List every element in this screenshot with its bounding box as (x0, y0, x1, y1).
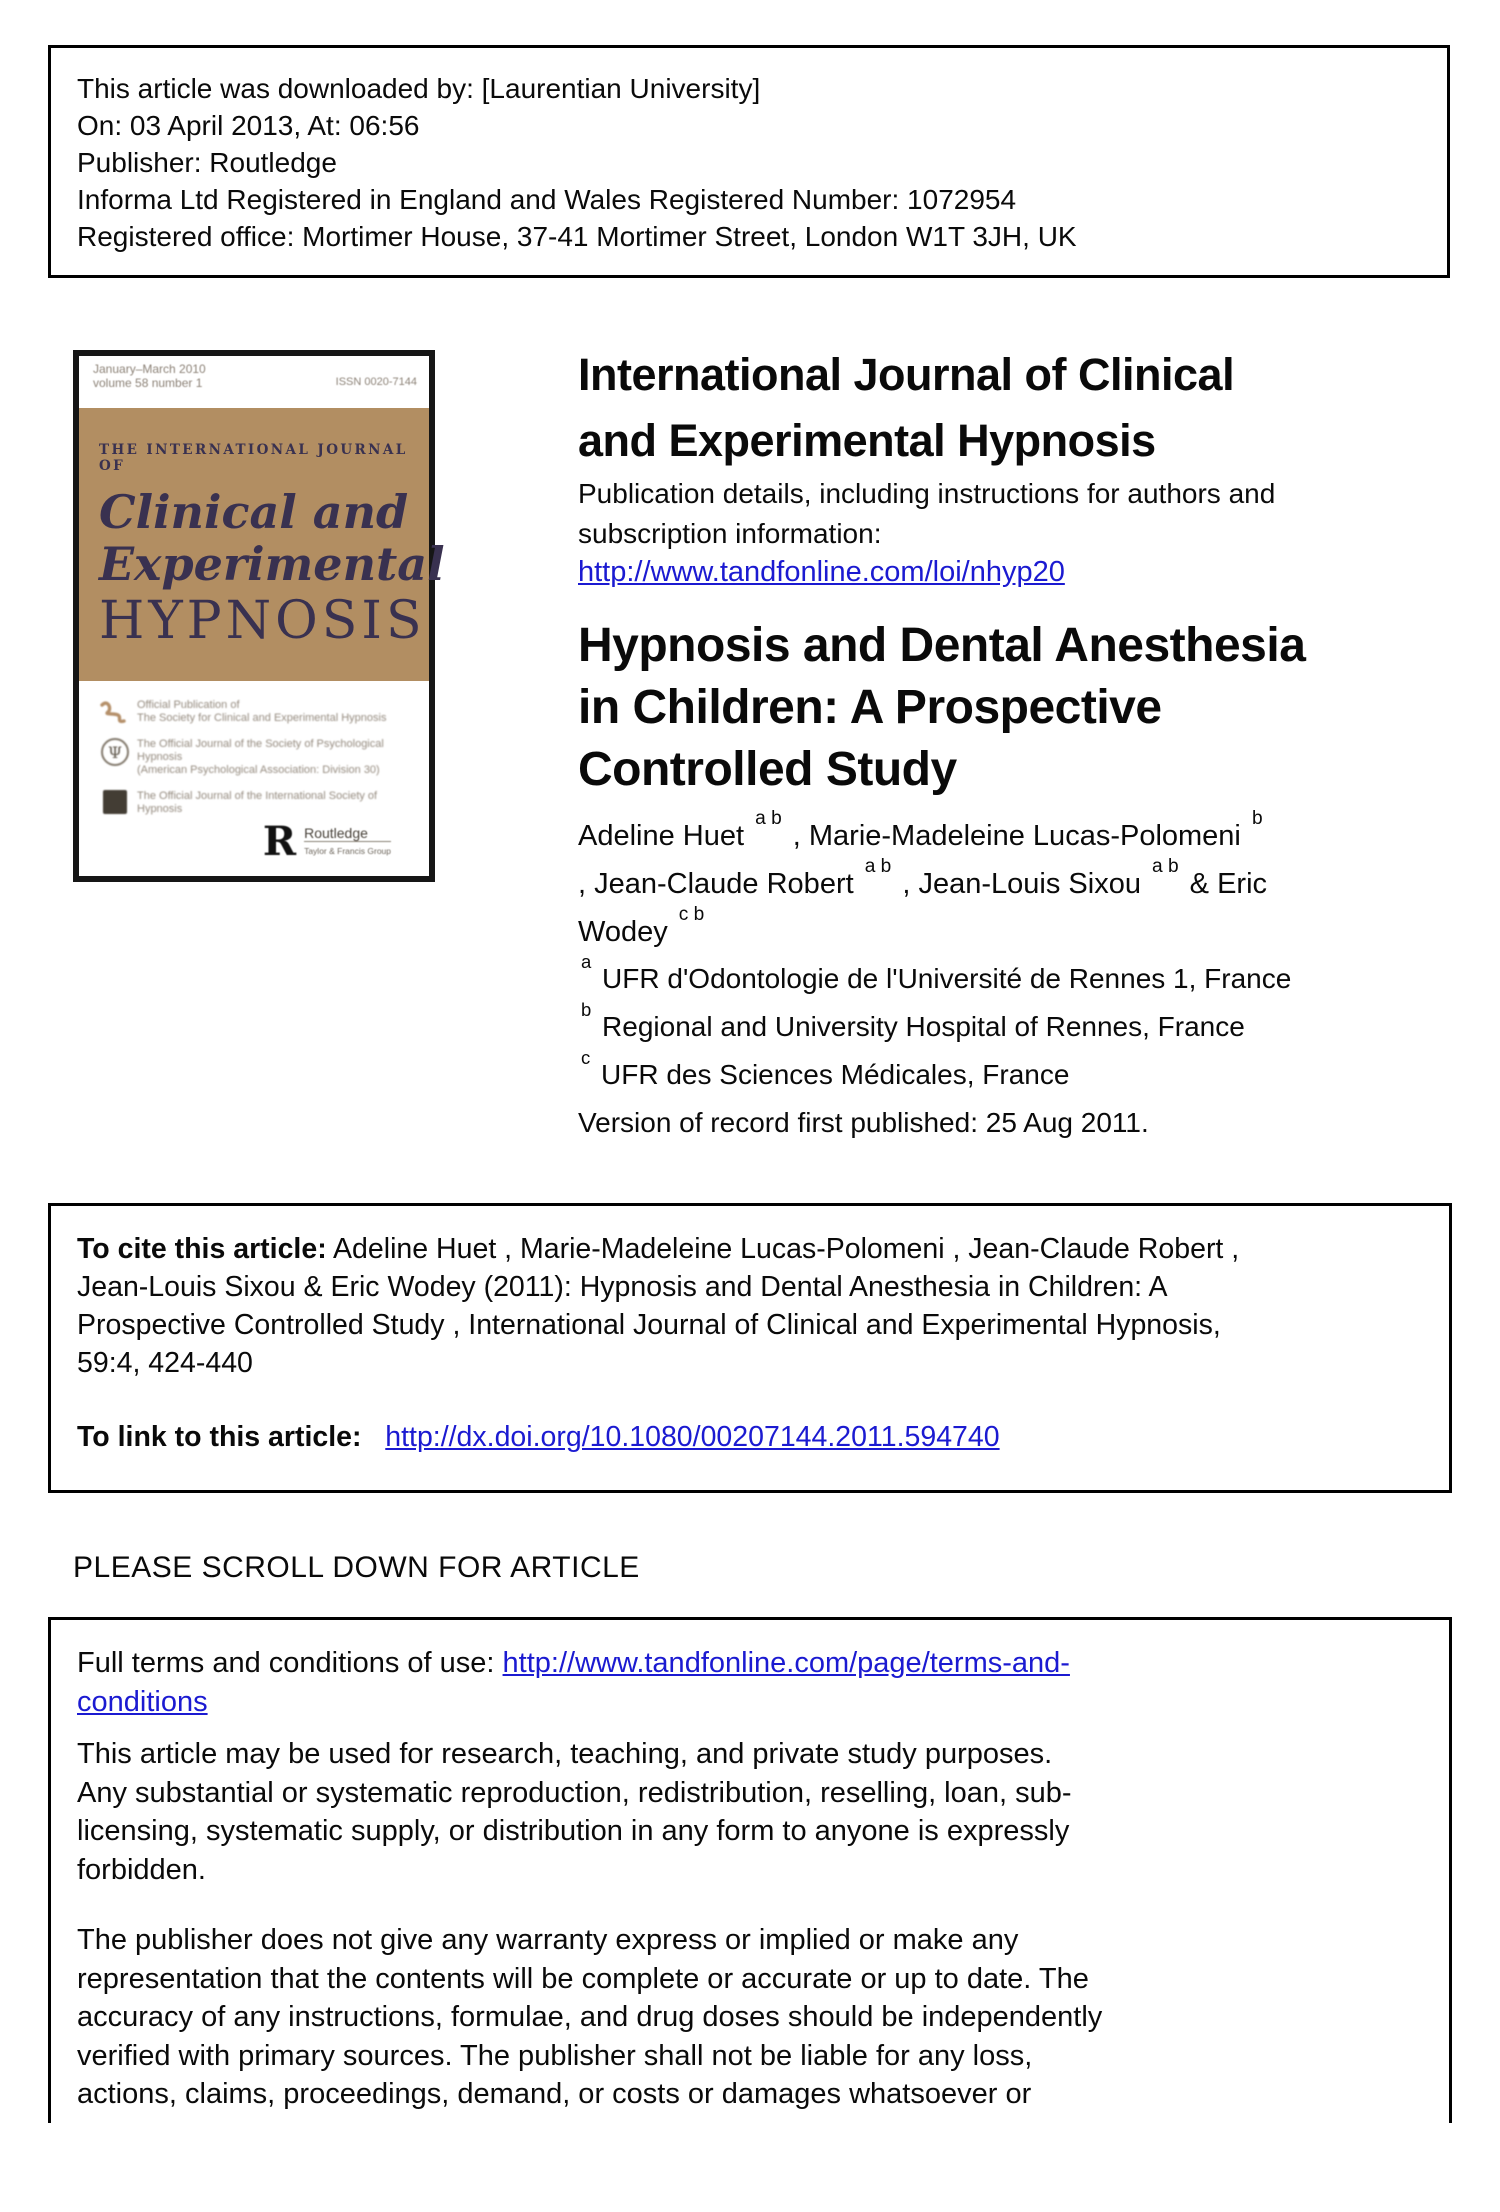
journal-loi-link[interactable] (578, 556, 1065, 589)
text-line: Prospective Controlled Study , International Journal of Clinical and Experimental Hypnosis, (77, 1309, 1221, 1341)
affiliation-line-c (578, 1046, 1478, 1099)
superscript: c (581, 1046, 591, 1068)
text-segment: Wodey (578, 916, 676, 948)
society-line: The Society for Clinical and Experimental Hypnosis (137, 712, 387, 724)
superscript: a b (864, 855, 892, 877)
text-line: actions, claims, proceedings, demand, or costs or damages whatsoever or (77, 2078, 1032, 2110)
text-segment: Regional and University Hospital of Rennes, France (594, 1011, 1245, 1042)
text-segment: UFR des Sciences Médicales, France (593, 1059, 1070, 1090)
superscript: c b (678, 903, 705, 925)
author-line-1 (578, 807, 1478, 860)
cover-issue-date: January–March 2010 (93, 362, 206, 376)
routledge-logo-text (304, 826, 391, 859)
publication-details (578, 474, 1458, 554)
terms-prefix: Full terms and conditions of use: (77, 1647, 503, 1679)
affiliation-line-a (578, 950, 1478, 1003)
script-signature-icon (93, 699, 137, 725)
text-line: 59:4, 424-440 (77, 1347, 253, 1379)
cover-issn: ISSN 0020-7144 (335, 376, 417, 388)
terms-link-paragraph (77, 1644, 1423, 1721)
superscript: a (581, 950, 592, 972)
text-line: representation that the contents will be complete or accurate or up to date. The (77, 1962, 1089, 1995)
affiliations (578, 950, 1478, 1147)
terms-paragraph-2 (77, 1921, 1423, 2114)
text-segment: , Jean-Claude Robert (578, 868, 862, 900)
text-line: On: 03 April 2013, At: 06:56 (77, 110, 420, 141)
dark-square-icon (93, 790, 137, 814)
cover-issue-volume: volume 58 number 1 (93, 375, 203, 390)
text-line: in Children: A Prospective (578, 681, 1162, 734)
routledge-logo (262, 818, 391, 865)
text-segment: & Eric (1181, 868, 1268, 900)
version-of-record-line: Version of record first published: 25 Aug 2011. (578, 1107, 1149, 1138)
society-row-ish (93, 790, 417, 816)
text-line: licensing, systematic supply, or distribution in any form to anyone is expressly (77, 1815, 1070, 1847)
society-row-text (137, 699, 386, 725)
society-line: Official Publication of (137, 699, 240, 711)
text-line: This article was downloaded by: [Laurentian University] (77, 73, 761, 104)
cover-top-band (79, 356, 429, 408)
publication-details-line1: Publication details, including instructions for authors and (578, 478, 1276, 509)
affiliation-line-b (578, 998, 1478, 1051)
text-line: forbidden. (77, 1853, 206, 1886)
cite-text (77, 1230, 1423, 1382)
superscript: b (1251, 807, 1263, 829)
author-line-3 (578, 903, 1478, 956)
text-line: accuracy of any instructions, formulae, and drug doses should be independently (77, 2001, 1103, 2033)
text-segment: UFR d'Odontologie de l'Université de Rennes 1, France (594, 963, 1292, 994)
doi-link-line (77, 1418, 1423, 1456)
terms-paragraph-1 (77, 1735, 1423, 1889)
journal-title (578, 342, 1458, 474)
text-line: Informa Ltd Registered in England and Wales Registered Number: 1072954 (77, 184, 1017, 215)
text-line: The publisher does not give any warranty express or implied or make any (77, 1924, 1019, 1956)
masthead-title-line3: HYPNOSIS (99, 591, 426, 651)
text-segment: , Marie-Madeleine Lucas-Polomeni (784, 820, 1249, 852)
cite-text-lines (77, 1268, 1423, 1382)
text-segment: Adeline Huet (578, 820, 753, 852)
text-line: Hypnosis and Dental Anesthesia (578, 619, 1306, 672)
article-title (578, 615, 1458, 801)
cite-box (48, 1203, 1452, 1493)
cover-issue-info (93, 363, 206, 408)
society-row-sceh (93, 699, 417, 725)
journal-title-line2: and Experimental Hypnosis (578, 415, 1156, 466)
superscript: b (581, 998, 592, 1020)
download-info-box (48, 45, 1450, 278)
text-line: Any substantial or systematic reproduction, redistribution, reselling, loan, sub- (77, 1776, 1072, 1809)
society-row-text (137, 738, 417, 777)
cite-label: To cite this article: (77, 1233, 327, 1265)
text-line: Registered office: Mortimer House, 37-41 Mortimer Street, London W1T 3JH, UK (77, 221, 1077, 252)
scroll-notice: PLEASE SCROLL DOWN FOR ARTICLE (73, 1551, 640, 1584)
routledge-name: Routledge (304, 824, 368, 841)
cover-masthead (79, 408, 445, 681)
cover-societies-band (79, 681, 429, 876)
masthead-title-line1: Clinical and (99, 485, 409, 539)
cite-line1-rest: Adeline Huet , Marie-Madeleine Lucas-Polomeni , Jean-Claude Robert , (326, 1233, 1240, 1265)
terms-link[interactable]: http://www.tandfonline.com/page/terms-and- (502, 1647, 1070, 1679)
society-line: (American Psychological Association: Division 30) (137, 764, 380, 776)
journal-cover (73, 350, 445, 882)
masthead-title-line2: Experimental (99, 537, 445, 591)
text-line: Controlled Study (578, 743, 957, 796)
journal-title-line1: International Journal of Clinical (578, 349, 1235, 400)
text-line: Publisher: Routledge (77, 147, 337, 178)
society-row-apa (93, 738, 417, 777)
text-segment: , Jean-Louis Sixou (894, 868, 1150, 900)
society-line: The Official Journal of the International Society of Hypnosis (137, 790, 378, 815)
publication-details-line2: subscription information: (578, 518, 882, 549)
terms-box (48, 1617, 1452, 2123)
text-line: Jean-Louis Sixou & Eric Wodey (2011): Hypnosis and Dental Anesthesia in Children: A (77, 1271, 1168, 1303)
doi-link-label: To link to this article: (77, 1421, 362, 1453)
article-authors (578, 807, 1478, 956)
masthead-prefix: THE INTERNATIONAL JOURNAL OF (99, 442, 408, 474)
text-line: verified with primary sources. The publisher shall not be liable for any loss, (77, 2039, 1033, 2072)
journal-loi-url[interactable]: http://www.tandfonline.com/loi/nhyp20 (578, 556, 1065, 588)
society-row-text (137, 790, 417, 816)
psi-circle-icon: Ψ (93, 738, 137, 766)
doi-link[interactable]: http://dx.doi.org/10.1080/00207144.2011.594740 (385, 1421, 1000, 1453)
routledge-group: Taylor & Francis Group (304, 841, 391, 859)
terms-link-line2[interactable]: conditions (77, 1685, 208, 1718)
superscript: a b (1152, 855, 1179, 877)
text-line: This article may be used for research, teaching, and private study purposes. (77, 1738, 1053, 1770)
superscript: a b (755, 807, 782, 829)
author-line-2 (578, 855, 1478, 908)
society-line: The Official Journal of the Society of Psychological Hypnosis (137, 738, 384, 763)
routledge-r-icon: R (262, 818, 297, 865)
